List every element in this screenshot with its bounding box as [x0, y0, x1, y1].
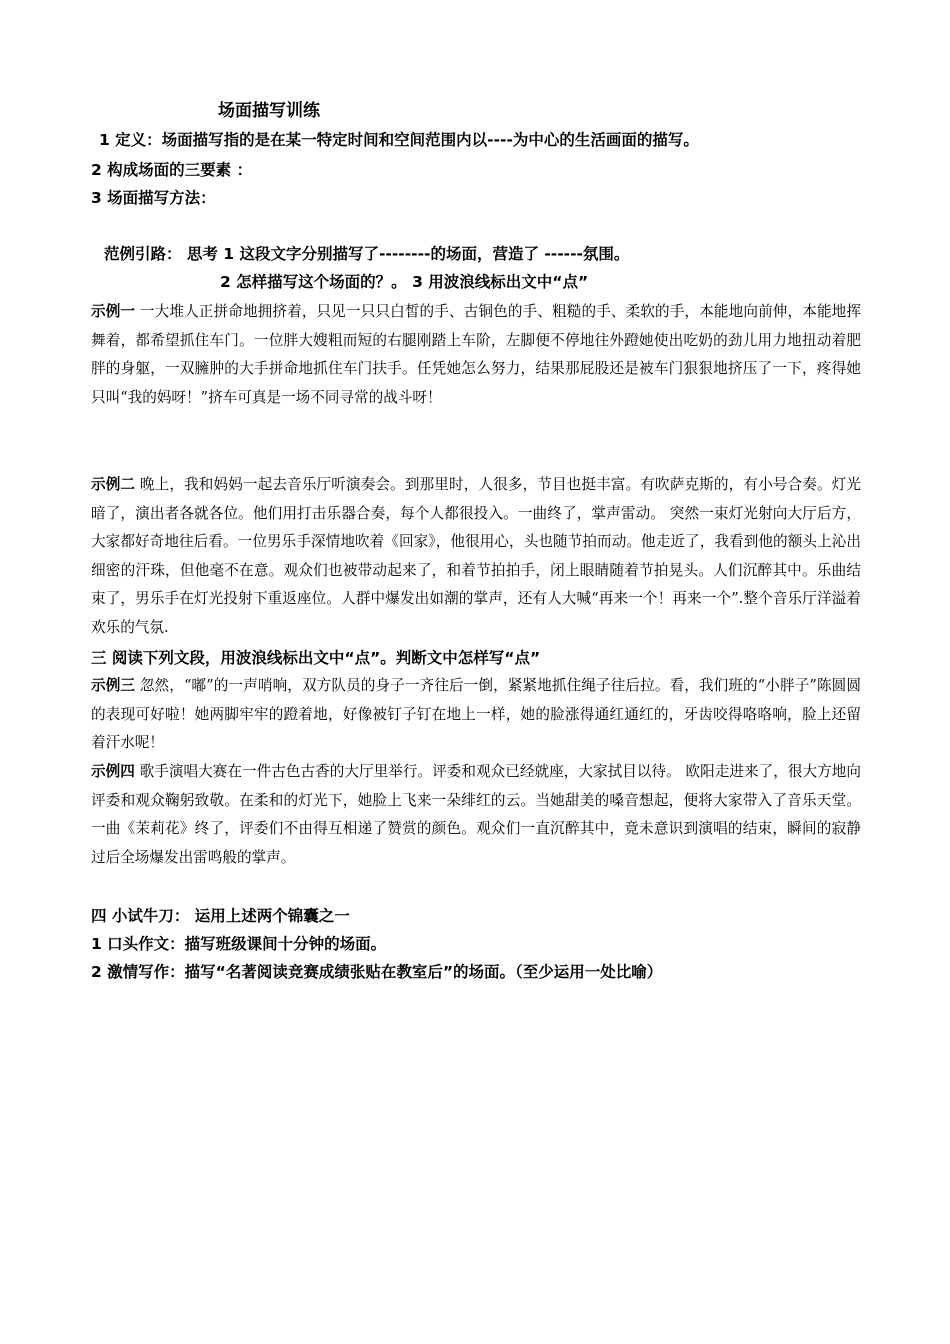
section-four-heading: 四 小试牛刀： 运用上述两个锦囊之一 [91, 907, 350, 925]
section-three-heading: 三 阅读下列文段，用波浪线标出文中“点”。判断文中怎样写“点” [91, 649, 541, 667]
example-four-paragraph [91, 758, 861, 872]
example-two-paragraph [91, 471, 861, 643]
example-one-paragraph [91, 298, 861, 412]
page-title: 场面描写训练 [218, 101, 320, 121]
definition-line: 1 定义：场面描写指的是在某一特定时间和空间范围内以----为中心的生活画面的描写。 [99, 131, 699, 149]
example-two-label: 示例二 [91, 476, 136, 493]
method-line: 3 场面描写方法： [91, 189, 216, 207]
example-question-line: 2 怎样描写这个场面的？。 3 用波浪线标出文中“点” [220, 273, 589, 291]
example-four-text: 歌手演唱大赛在一件古色古香的大厅里举行。评委和观众已经就座，大家拭目以待。 欧阳走进来了，很大方地向评委和观众鞠躬致敬。在柔和的灯光下，她脸上飞来一朵绯红的云。当她甜美的嗓音想起，便将大家带入了音乐天堂。一曲《茉莉花》终了，评委们不由得互相递了赞赏的颜色。观众们一直沉醉其中，竟未意识到演唱的结束，瞬间的寂静过后全场爆发出雷鸣般的掌声。 [91, 763, 861, 866]
example-one-text: 一大堆人正拼命地拥挤着，只见一只只白皙的手、古铜色的手、粗糙的手、柔软的手，本能地向前伸，本能地挥舞着，都希望抓住车门。一位胖大嫂粗而短的右腿刚踏上车阶，左脚便不停地往外蹬她使出吃奶的劲儿用力地扭动着肥胖的身躯，一双臃肿的大手拼命地抓住车门扶手。任凭她怎么努力，结果那屁股还是被车门狠狠地挤压了一下，疼得她只叫“我的妈呀！”挤车可真是一场不同寻常的战斗呀！ [91, 303, 861, 406]
task-two-line: 2 激情写作：描写“名著阅读竞赛成绩张贴在教室后”的场面。（至少运用一处比喻） [91, 963, 663, 981]
example-four-label: 示例四 [91, 763, 135, 780]
example-three-label: 示例三 [91, 677, 136, 694]
example-three-text: 忽然，“嘟”的一声哨响，双方队员的身子一齐往后一倒，紧紧地抓住绳子往后拉。看，我们班的“小胖子”陈圆圆的表现可好啦！她两脚牢牢的蹬着地，好像被钉子钉在地上一样，她的脸涨得通红通红的，牙齿咬得咯咯响，脸上还留着汗水呢！ [91, 677, 861, 752]
example-one-label: 示例一 [91, 303, 136, 320]
example-two-text: 晚上，我和妈妈一起去音乐厅听演奏会。到那里时，人很多，节目也挺丰富。有吹萨克斯的，有小号合奏。灯光暗了，演出者各就各位。他们用打击乐器合奏，每个人都很投入。一曲终了，掌声雷动。 突然一束灯光射向大厅后方，大家都好奇地往后看。一位男乐手深情地吹着《回家》，他很用心，头也随节拍而动。他走近了，我看到他的额头上沁出细密的汗珠，但他毫不在意。观众们也被带动起来了，和着节拍拍手，闭上眼睛随着节拍晃头。人们沉醉其中。乐曲结束了，男乐手在灯光投射下重返座位。人群中爆发出如潮的掌声，还有人大喊“再来一个！再来一个”.整个音乐厅洋溢着欢乐的气氛. [91, 476, 861, 636]
three-elements-line: 2 构成场面的三要素 ： [91, 161, 253, 179]
example-three-paragraph [91, 672, 861, 758]
example-intro-line: 范例引路： 思考 1 这段文字分别描写了--------的场面，营造了 ------氛围。 [104, 245, 630, 263]
task-one-line: 1 口头作文：描写班级课间十分钟的场面。 [91, 935, 387, 953]
